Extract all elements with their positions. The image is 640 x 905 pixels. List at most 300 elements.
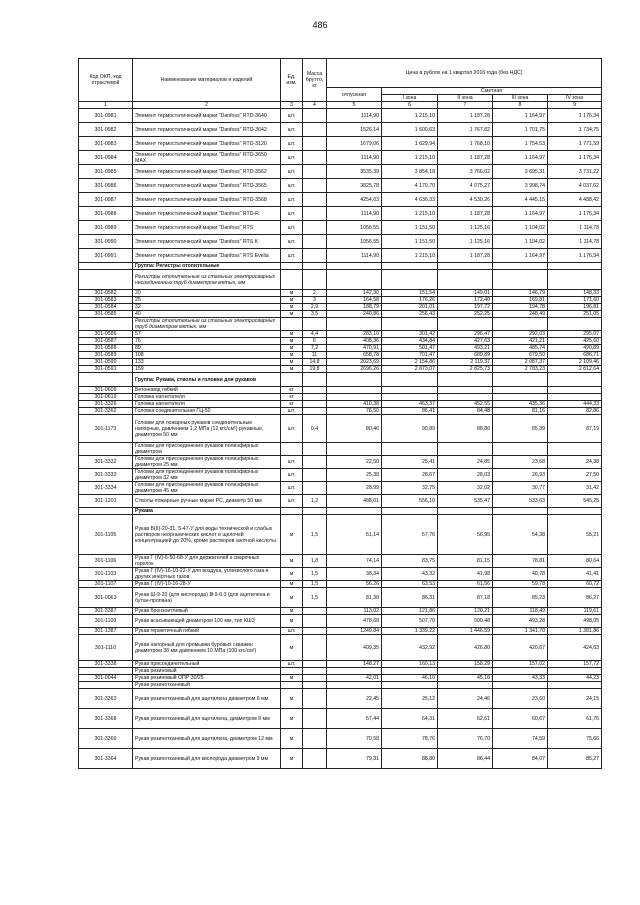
mass-cell — [303, 469, 327, 482]
zone-3-price-cell: 421,21 — [493, 338, 548, 345]
column-number: 6 — [382, 102, 438, 109]
code-cell: 301-1173 — [79, 415, 133, 443]
zone-3-price-cell: 435,36 — [493, 401, 548, 408]
zone-1-price-cell: 1 151,50 — [382, 221, 438, 235]
zone-1-price-cell: 90,89 — [382, 415, 438, 443]
unit-cell: м — [281, 729, 303, 749]
zone-4-price-cell: 1 176,34 — [548, 249, 602, 263]
zone-1-price-cell: 463,37 — [382, 401, 438, 408]
zone-4-price-cell — [548, 387, 602, 394]
zone-1-price-cell: 64,31 — [382, 709, 438, 729]
group-header-row — [79, 373, 602, 387]
release-price-cell: 25,38 — [327, 469, 382, 482]
name-cell: 108 — [133, 352, 281, 359]
zone-1-price-cell: 86,41 — [382, 408, 438, 415]
zone-2-price-cell: 197,72 — [438, 304, 493, 311]
table-row — [79, 689, 602, 709]
zone-4-price-cell: 60,72 — [548, 581, 602, 588]
empty-cell — [303, 508, 327, 515]
release-price-cell: 1056,55 — [327, 221, 382, 235]
release-price-cell: 478,68 — [327, 615, 382, 628]
code-cell: 301-0981 — [79, 109, 133, 123]
release-price-cell: 38,34 — [327, 568, 382, 581]
mass-cell: 1,5 — [303, 588, 327, 608]
release-price-cell: 1114,90 — [327, 151, 382, 165]
zone-4-price-cell: 425,60 — [548, 338, 602, 345]
header-unit: Ед. изм. — [281, 59, 303, 102]
zone-3-price-cell: 3 695,31 — [493, 165, 548, 179]
empty-cell — [548, 263, 602, 270]
zone-2-price-cell: 1 187,28 — [438, 207, 493, 221]
zone-2-price-cell: 296,47 — [438, 331, 493, 338]
empty-cell — [281, 318, 303, 331]
release-price-cell: 70,58 — [327, 729, 382, 749]
code-cell: 301-3368 — [79, 709, 133, 729]
mass-cell — [303, 709, 327, 729]
zone-2-price-cell: 689,89 — [438, 352, 493, 359]
table-row — [79, 682, 602, 689]
unit-cell: м — [281, 581, 303, 588]
name-cell: Элемент термостатический марки "Danfoss" RTD-3120 — [133, 137, 281, 151]
zone-1-price-cell: 301,42 — [382, 331, 438, 338]
unit-cell: шт. — [281, 408, 303, 415]
header-zone-4: IV зона — [548, 95, 602, 102]
zone-4-price-cell: 1 114,78 — [548, 221, 602, 235]
table-row — [79, 415, 602, 443]
mass-cell — [303, 749, 327, 769]
empty-cell — [303, 270, 327, 290]
release-price-cell: 488,01 — [327, 495, 382, 508]
unit-cell: м — [281, 366, 303, 373]
name-cell: Головка нагнетателя — [133, 394, 281, 401]
zone-3-price-cell: 420,67 — [493, 635, 548, 661]
release-price-cell: 240,86 — [327, 311, 382, 318]
table-row — [79, 456, 602, 469]
group-title: Группа: Регистры отопительные — [133, 263, 281, 270]
release-price-cell: 470,91 — [327, 345, 382, 352]
zone-3-price-cell: 1 701,75 — [493, 123, 548, 137]
table-row — [79, 123, 602, 137]
table-row — [79, 675, 602, 682]
name-cell: Рукав Г (IV)-10-16-28-У — [133, 581, 281, 588]
zone-3-price-cell: 54,38 — [493, 515, 548, 555]
release-price-cell: 1526,14 — [327, 123, 382, 137]
mass-cell: 2 — [303, 290, 327, 297]
zone-1-price-cell: 1 215,10 — [382, 207, 438, 221]
zone-4-price-cell: 1 771,59 — [548, 137, 602, 151]
zone-2-price-cell: 24,46 — [438, 689, 493, 709]
zone-1-price-cell: 1 629,94 — [382, 137, 438, 151]
zone-3-price-cell — [493, 668, 548, 675]
zone-2-price-cell: 28,03 — [438, 469, 493, 482]
zone-2-price-cell: 1 187,28 — [438, 249, 493, 263]
zone-2-price-cell: 32,02 — [438, 482, 493, 495]
zone-4-price-cell: 295,07 — [548, 331, 602, 338]
code-cell: 301-3387 — [79, 608, 133, 615]
table-row — [79, 235, 602, 249]
table-row — [79, 588, 602, 608]
unit-cell: шт. — [281, 193, 303, 207]
name-cell: Рукав герметичный гибкий — [133, 628, 281, 635]
code-cell: 301-1201 — [79, 495, 133, 508]
table-row — [79, 581, 602, 588]
zone-4-price-cell: 4 037,62 — [548, 179, 602, 193]
table-row — [79, 515, 602, 555]
zone-4-price-cell: 251,05 — [548, 311, 602, 318]
code-cell: 301-0986 — [79, 179, 133, 193]
unit-cell: шт. — [281, 165, 303, 179]
zone-2-price-cell: 426,80 — [438, 635, 493, 661]
zone-4-price-cell: 55,21 — [548, 515, 602, 555]
zone-1-price-cell: 432,92 — [382, 635, 438, 661]
note-row — [79, 270, 602, 290]
unit-cell: шт. — [281, 109, 303, 123]
release-price-cell: 3535,39 — [327, 165, 382, 179]
release-price-cell: 22,50 — [327, 456, 382, 469]
zone-4-price-cell: 86,27 — [548, 588, 602, 608]
zone-4-price-cell: 3 731,22 — [548, 165, 602, 179]
mass-cell: 1,2 — [303, 495, 327, 508]
name-cell: 20 — [133, 290, 281, 297]
unit-cell: м — [281, 749, 303, 769]
empty-cell — [382, 373, 438, 387]
zone-4-price-cell: 4 488,42 — [548, 193, 602, 207]
zone-2-price-cell: 1 125,16 — [438, 235, 493, 249]
empty-cell — [382, 263, 438, 270]
code-cell — [79, 682, 133, 689]
zone-3-price-cell: 85,39 — [493, 415, 548, 443]
code-cell: 301-3338 — [79, 661, 133, 668]
release-price-cell: 188,79 — [327, 304, 382, 311]
zone-2-price-cell: 1 125,16 — [438, 221, 493, 235]
zone-2-price-cell: 81,15 — [438, 555, 493, 568]
mass-cell — [303, 179, 327, 193]
table-row — [79, 635, 602, 661]
table-row — [79, 345, 602, 352]
release-price-cell: 113,02 — [327, 608, 382, 615]
code-cell: 301-3333 — [79, 469, 133, 482]
zone-3-price-cell: 2 783,23 — [493, 366, 548, 373]
table-row — [79, 359, 602, 366]
zone-1-price-cell: 28,67 — [382, 469, 438, 482]
header-estimate: Сметная — [382, 88, 602, 95]
name-cell: Элемент термостатический марки "Danfoss" RTD-3565 — [133, 179, 281, 193]
mass-cell — [303, 682, 327, 689]
zone-3-price-cell: 1 164,97 — [493, 249, 548, 263]
zone-4-price-cell: 1 114,78 — [548, 235, 602, 249]
unit-cell: кг — [281, 401, 303, 408]
unit-cell: шт. — [281, 207, 303, 221]
mass-cell: 4,4 — [303, 331, 327, 338]
code-cell: 301-0609 — [79, 387, 133, 394]
code-cell: 301-0990 — [79, 235, 133, 249]
zone-1-price-cell: 507,70 — [382, 615, 438, 628]
zone-1-price-cell: 88,80 — [382, 749, 438, 769]
unit-cell: шт. — [281, 235, 303, 249]
name-cell: Рукав Ш-9-20 (для кислорода) Ⅲ-9-6.3 (для ацетилена и бутан-пропана) — [133, 588, 281, 608]
name-cell: Головки для пожарных рукавов соединительные напорные, давлением 1,2 МПа (12 кгс/см²) рукавные, диаметром 50 мм — [133, 415, 281, 443]
zone-1-price-cell: 1 600,63 — [382, 123, 438, 137]
zone-1-price-cell: 556,10 — [382, 495, 438, 508]
code-cell: 301-0983 — [79, 137, 133, 151]
zone-4-price-cell: 545,25 — [548, 495, 602, 508]
unit-cell: шт. — [281, 249, 303, 263]
zone-1-price-cell: 160,13 — [382, 661, 438, 668]
code-cell: 301-0590 — [79, 359, 133, 366]
zone-2-price-cell: 45,10 — [438, 675, 493, 682]
code-cell: 301-0586 — [79, 331, 133, 338]
release-price-cell: 1114,90 — [327, 249, 382, 263]
code-cell: 301-0988 — [79, 207, 133, 221]
table-row — [79, 408, 602, 415]
unit-cell: м — [281, 675, 303, 682]
release-price-cell: 1679,06 — [327, 137, 382, 151]
code-cell: 301-3363 — [79, 689, 133, 709]
code-cell: 301-0984 — [79, 151, 133, 165]
empty-cell — [303, 318, 327, 331]
code-cell: 301-3364 — [79, 749, 133, 769]
unit-cell: шт. — [281, 456, 303, 469]
unit-cell: м — [281, 515, 303, 555]
zone-4-price-cell: 424,63 — [548, 635, 602, 661]
zone-3-price-cell: 157,02 — [493, 661, 548, 668]
code-cell: 301-0583 — [79, 297, 133, 304]
empty-cell — [327, 270, 382, 290]
unit-cell: кг — [281, 394, 303, 401]
code-cell: 301-0044 — [79, 675, 133, 682]
column-number: 9 — [548, 102, 602, 109]
code-cell — [79, 668, 133, 675]
empty-cell — [327, 263, 382, 270]
name-cell: Рукав резинотканевый для ацетилена, диаметром 9 мм — [133, 709, 281, 729]
zone-4-price-cell: 85,27 — [548, 749, 602, 769]
table-row — [79, 109, 602, 123]
table-row — [79, 249, 602, 263]
mass-cell — [303, 689, 327, 709]
code-cell: 301-0589 — [79, 352, 133, 359]
mass-cell — [303, 235, 327, 249]
mass-cell: 3,5 — [303, 311, 327, 318]
zone-4-price-cell — [548, 443, 602, 456]
zone-3-price-cell: 118,49 — [493, 608, 548, 615]
zone-4-price-cell: 80,64 — [548, 555, 602, 568]
zone-4-price-cell — [548, 668, 602, 675]
release-price-cell: 164,58 — [327, 297, 382, 304]
zone-3-price-cell: 81,16 — [493, 408, 548, 415]
code-cell: 301-0588 — [79, 345, 133, 352]
release-price-cell: 56,26 — [327, 581, 382, 588]
release-price-cell: 1114,90 — [327, 207, 382, 221]
empty-cell — [327, 318, 382, 331]
zone-4-price-cell: 498,05 — [548, 615, 602, 628]
release-price-cell: 42,01 — [327, 675, 382, 682]
unit-cell: шт. — [281, 628, 303, 635]
zone-3-price-cell: 679,50 — [493, 352, 548, 359]
zone-2-price-cell: 2 119,37 — [438, 359, 493, 366]
table-row — [79, 338, 602, 345]
zone-2-price-cell: 120,21 — [438, 608, 493, 615]
name-cell: Стволы пожарные ручные марки РС, диаметр 50 мм — [133, 495, 281, 508]
name-cell: Головки для присоединения рукавов полиэфирных диаметром 45 мм — [133, 482, 281, 495]
zone-1-price-cell — [382, 443, 438, 456]
zone-2-price-cell: 84,48 — [438, 408, 493, 415]
code-cell: 301-1106 — [79, 555, 133, 568]
zone-1-price-cell: 25,41 — [382, 456, 438, 469]
code-cell: 301-0982 — [79, 123, 133, 137]
table-row — [79, 331, 602, 338]
zone-2-price-cell: 1 187,28 — [438, 109, 493, 123]
name-cell: Рукав резиновый ОПР 30/25 — [133, 675, 281, 682]
empty-cell — [281, 270, 303, 290]
empty-cell — [548, 373, 602, 387]
zone-1-price-cell: 63,53 — [382, 581, 438, 588]
zone-1-price-cell: 176,26 — [382, 297, 438, 304]
column-number: 4 — [303, 102, 327, 109]
unit-cell: м — [281, 555, 303, 568]
zone-3-price-cell: 60,67 — [493, 709, 548, 729]
zone-1-price-cell — [382, 668, 438, 675]
unit-cell: шт. — [281, 469, 303, 482]
mass-cell — [303, 387, 327, 394]
code-cell: 301-0584 — [79, 304, 133, 311]
table-row — [79, 443, 602, 456]
release-price-cell: 408,36 — [327, 338, 382, 345]
zone-2-price-cell: 500,48 — [438, 615, 493, 628]
name-cell: 57 — [133, 331, 281, 338]
mass-cell — [303, 668, 327, 675]
zone-2-price-cell: 172,40 — [438, 297, 493, 304]
table-row — [79, 179, 602, 193]
code-cell: 301-3369 — [79, 729, 133, 749]
table-row — [79, 304, 602, 311]
zone-3-price-cell: 2 087,37 — [493, 359, 548, 366]
table-row — [79, 137, 602, 151]
zone-2-price-cell: 427,63 — [438, 338, 493, 345]
empty-cell — [327, 508, 382, 515]
zone-1-price-cell — [382, 387, 438, 394]
zone-4-price-cell: 2 812,64 — [548, 366, 602, 373]
column-number: 5 — [327, 102, 382, 109]
header-price: Цена в рублях на 1 квартал 2016 года (без НДС) — [327, 59, 602, 88]
release-price-cell: 79,31 — [327, 749, 382, 769]
code-cell: 301-0585 — [79, 311, 133, 318]
code-cell: 301-3326 — [79, 401, 133, 408]
zone-4-price-cell: 1 734,75 — [548, 123, 602, 137]
unit-cell — [281, 668, 303, 675]
unit-cell: м — [281, 615, 303, 628]
zone-3-price-cell: 1 164,97 — [493, 207, 548, 221]
name-cell: 89 — [133, 345, 281, 352]
header-mass: Масса брутто, кг — [303, 59, 327, 102]
mass-cell — [303, 221, 327, 235]
mass-cell: 1,8 — [303, 555, 327, 568]
unit-cell: м — [281, 297, 303, 304]
table-row — [79, 495, 602, 508]
mass-cell — [303, 628, 327, 635]
empty-cell — [493, 508, 548, 515]
header-release: отпускная — [327, 88, 382, 102]
name-cell: 32 — [133, 304, 281, 311]
column-numbers-row — [79, 102, 602, 109]
table-row — [79, 297, 602, 304]
release-price-cell: 22,45 — [327, 689, 382, 709]
release-price-cell: 4254,03 — [327, 193, 382, 207]
name-cell: Рукав Г (IV)-6-50-68-У для держателей к сварочных горелок — [133, 555, 281, 568]
code-cell: 301-0619 — [79, 394, 133, 401]
zone-4-price-cell: 44,23 — [548, 675, 602, 682]
page-number: 486 — [312, 20, 328, 30]
zone-3-price-cell: 1 341,70 — [493, 628, 548, 635]
name-cell: Головки для присоединения рукавов полиэфирных диаметром 25 мм — [133, 456, 281, 469]
zone-4-price-cell: 61,76 — [548, 709, 602, 729]
name-cell: Элемент термостатический марки "Danfoss" RTD-3640 — [133, 109, 281, 123]
table-row — [79, 401, 602, 408]
empty-cell — [493, 263, 548, 270]
unit-cell: м — [281, 290, 303, 297]
release-price-cell: 57,44 — [327, 709, 382, 729]
name-cell: Рукав присоединительный — [133, 661, 281, 668]
code-cell — [79, 270, 133, 290]
unit-cell: шт. — [281, 495, 303, 508]
code-cell — [79, 263, 133, 270]
release-price-cell: 81,38 — [327, 588, 382, 608]
release-price-cell: 74,14 — [327, 555, 382, 568]
zone-1-price-cell: 46,10 — [382, 675, 438, 682]
release-price-cell: 2696,26 — [327, 366, 382, 373]
name-cell: Рукав резинотканевый для кислорода диаметром 9 мм — [133, 749, 281, 769]
zone-1-price-cell: 3 854,18 — [382, 165, 438, 179]
empty-cell — [438, 263, 493, 270]
zone-1-price-cell — [382, 394, 438, 401]
zone-4-price-cell: 490,89 — [548, 345, 602, 352]
zone-1-price-cell: 83,75 — [382, 555, 438, 568]
code-cell: 301-3362 — [79, 408, 133, 415]
mass-cell: 6 — [303, 338, 327, 345]
header-zone-3: III зона — [493, 95, 548, 102]
zone-1-price-cell: 25,12 — [382, 689, 438, 709]
zone-4-price-cell: 82,86 — [548, 408, 602, 415]
code-cell: 301-1110 — [79, 635, 133, 661]
table-row — [79, 387, 602, 394]
unit-cell — [281, 682, 303, 689]
unit-cell: шт. — [281, 179, 303, 193]
empty-cell — [382, 318, 438, 331]
zone-4-price-cell: 444,33 — [548, 401, 602, 408]
mass-cell: 7,2 — [303, 345, 327, 352]
zone-3-price-cell — [493, 443, 548, 456]
release-price-cell: 28,99 — [327, 482, 382, 495]
empty-cell — [281, 508, 303, 515]
name-cell: Элемент термостатический марки "Danfoss" RTD-3568 — [133, 193, 281, 207]
unit-cell: кг — [281, 387, 303, 394]
code-cell: 301-1105 — [79, 515, 133, 555]
table-row — [79, 469, 602, 482]
zone-4-price-cell: 87,19 — [548, 415, 602, 443]
unit-cell: шт. — [281, 137, 303, 151]
empty-cell — [438, 270, 493, 290]
mass-cell: 3 — [303, 297, 327, 304]
name-cell: Элемент термостатический марки "Danfoss" RTS — [133, 221, 281, 235]
release-price-cell: 283,10 — [327, 331, 382, 338]
table-row — [79, 311, 602, 318]
zone-3-price-cell: 1 164,97 — [493, 151, 548, 165]
zone-2-price-cell: 149,01 — [438, 290, 493, 297]
unit-cell: м — [281, 345, 303, 352]
unit-cell: м — [281, 331, 303, 338]
note-text: Регистры отопительные из стальных электросварных несоединенных труб диаметром мятых, мм — [133, 270, 281, 290]
zone-3-price-cell: 493,28 — [493, 615, 548, 628]
zone-3-price-cell: 30,77 — [493, 482, 548, 495]
